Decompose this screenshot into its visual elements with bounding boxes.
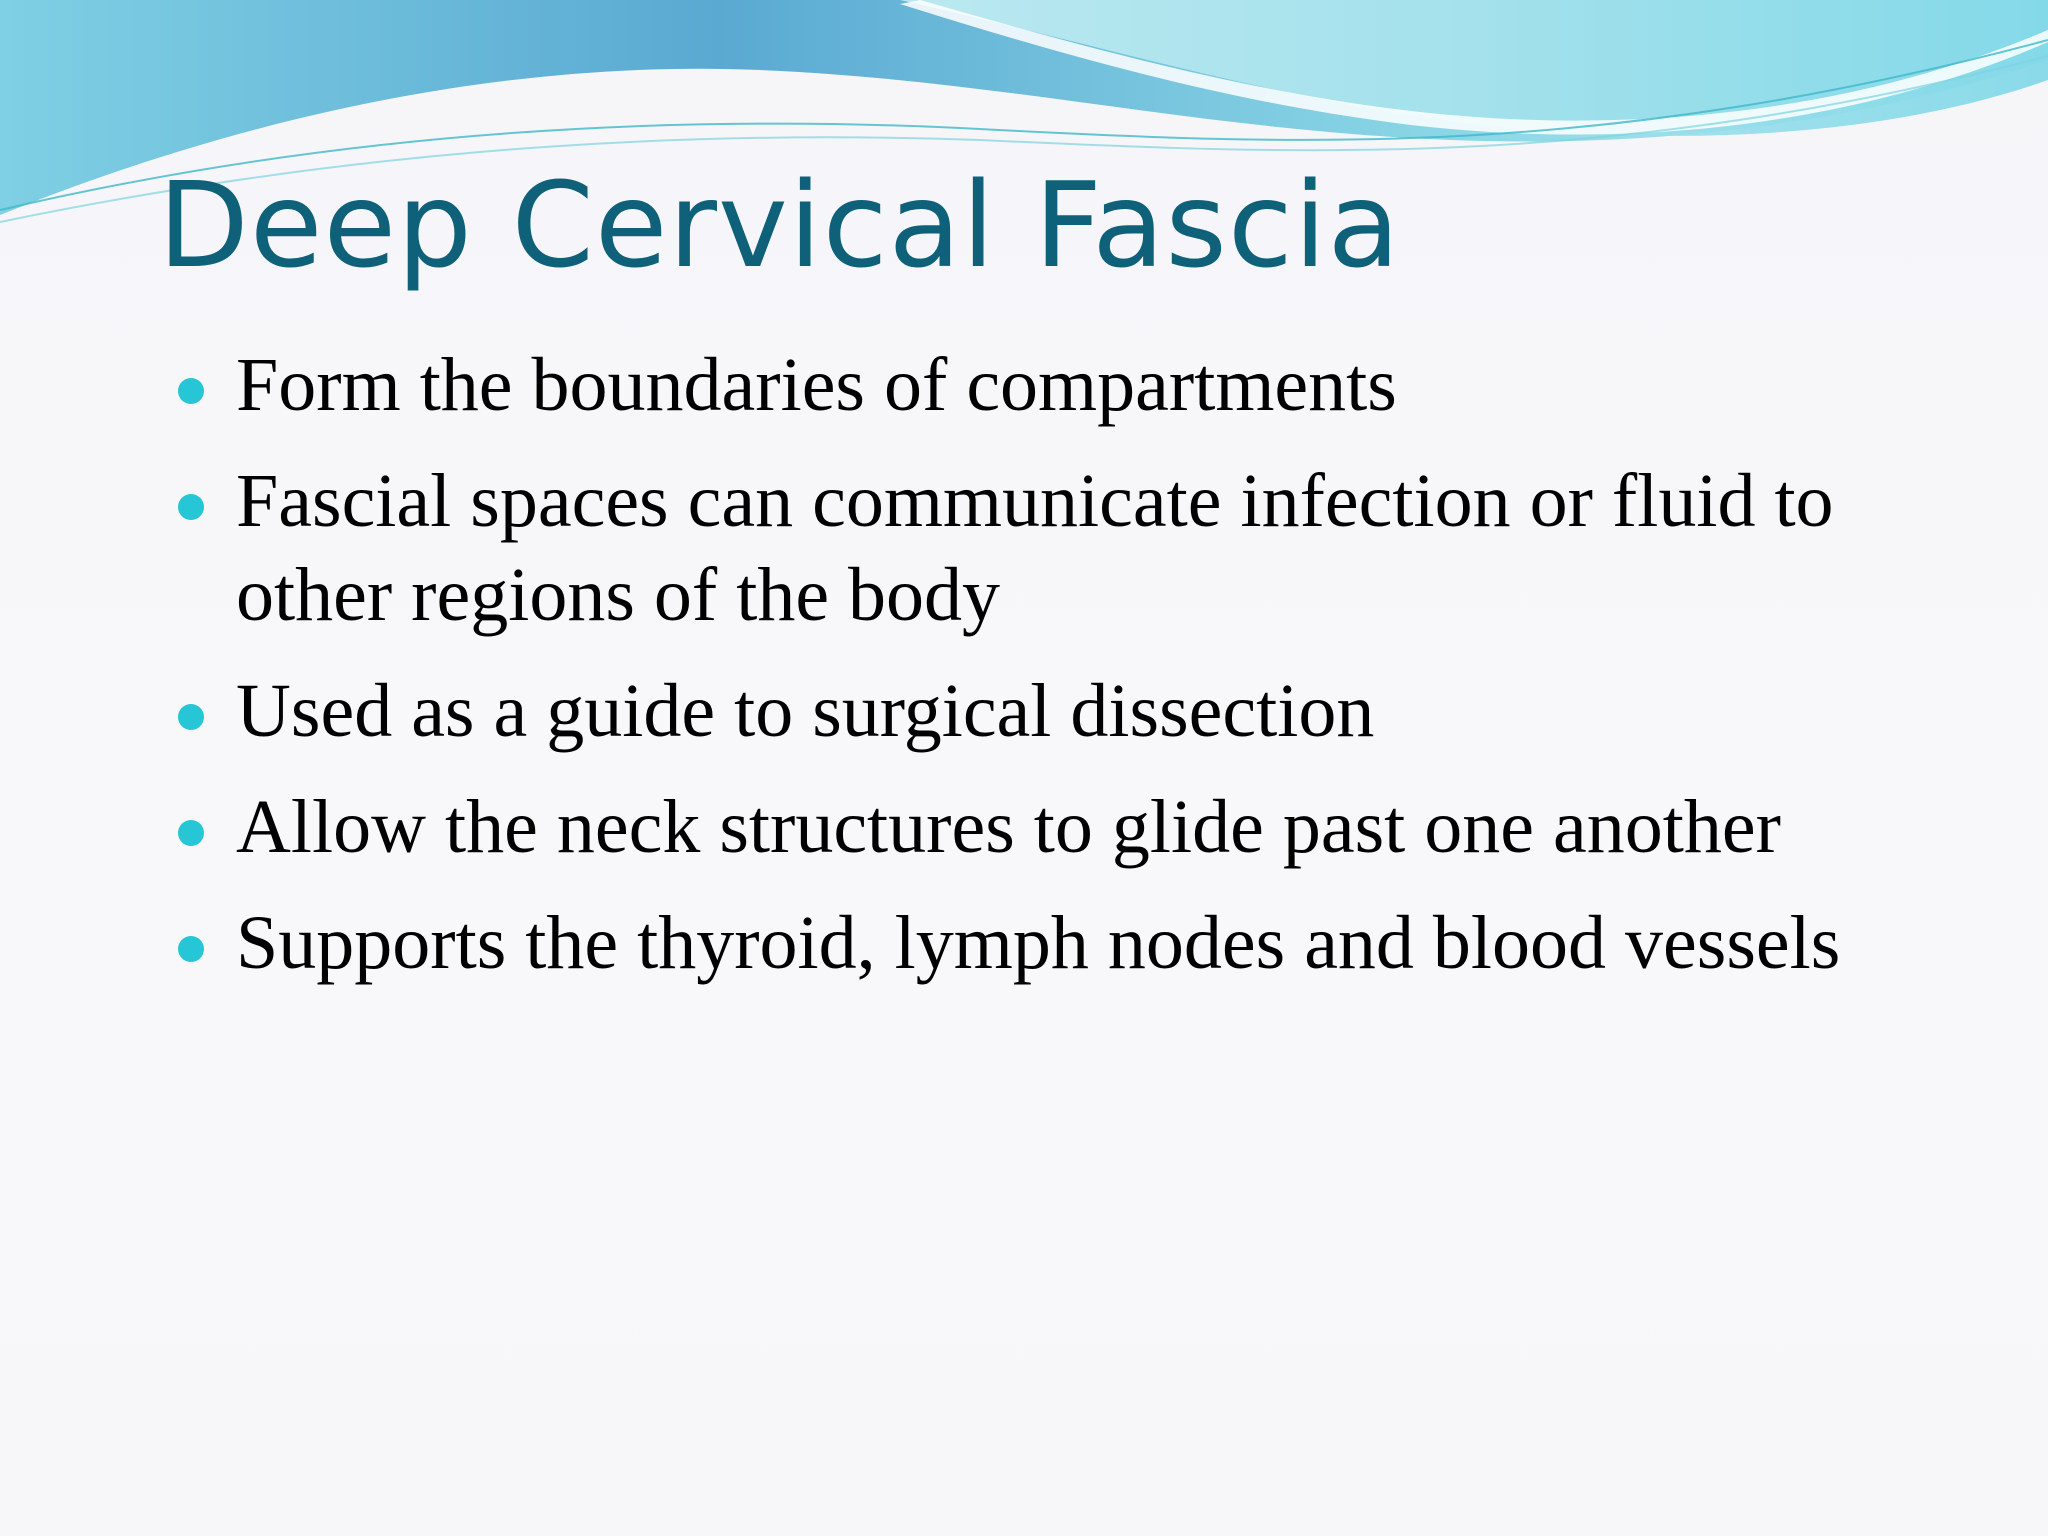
bullet-item [174, 338, 1874, 432]
bullet-circle-icon [178, 820, 204, 846]
bullet-circle-icon [178, 704, 204, 730]
slide-title: Deep Cervical Fascia [158, 156, 1401, 294]
bullet-circle-icon [178, 936, 204, 962]
bullet-item [174, 896, 1874, 990]
bullet-circle-icon [178, 378, 204, 404]
bullet-item [174, 780, 1874, 874]
bullet-circle-icon [178, 494, 204, 520]
bullet-text: Allow the neck structures to glide past one another [236, 785, 1781, 869]
bullet-text: Fascial spaces can communicate infection or fluid to other regions of the body [236, 459, 1834, 637]
bullet-item [174, 454, 1874, 642]
bullet-text: Used as a guide to surgical dissection [236, 669, 1375, 753]
bullet-list [174, 338, 1874, 1012]
bullet-item [174, 664, 1874, 758]
bullet-text: Form the boundaries of compartments [236, 343, 1397, 427]
bullet-text: Supports the thyroid, lymph nodes and blood vessels [236, 901, 1841, 985]
